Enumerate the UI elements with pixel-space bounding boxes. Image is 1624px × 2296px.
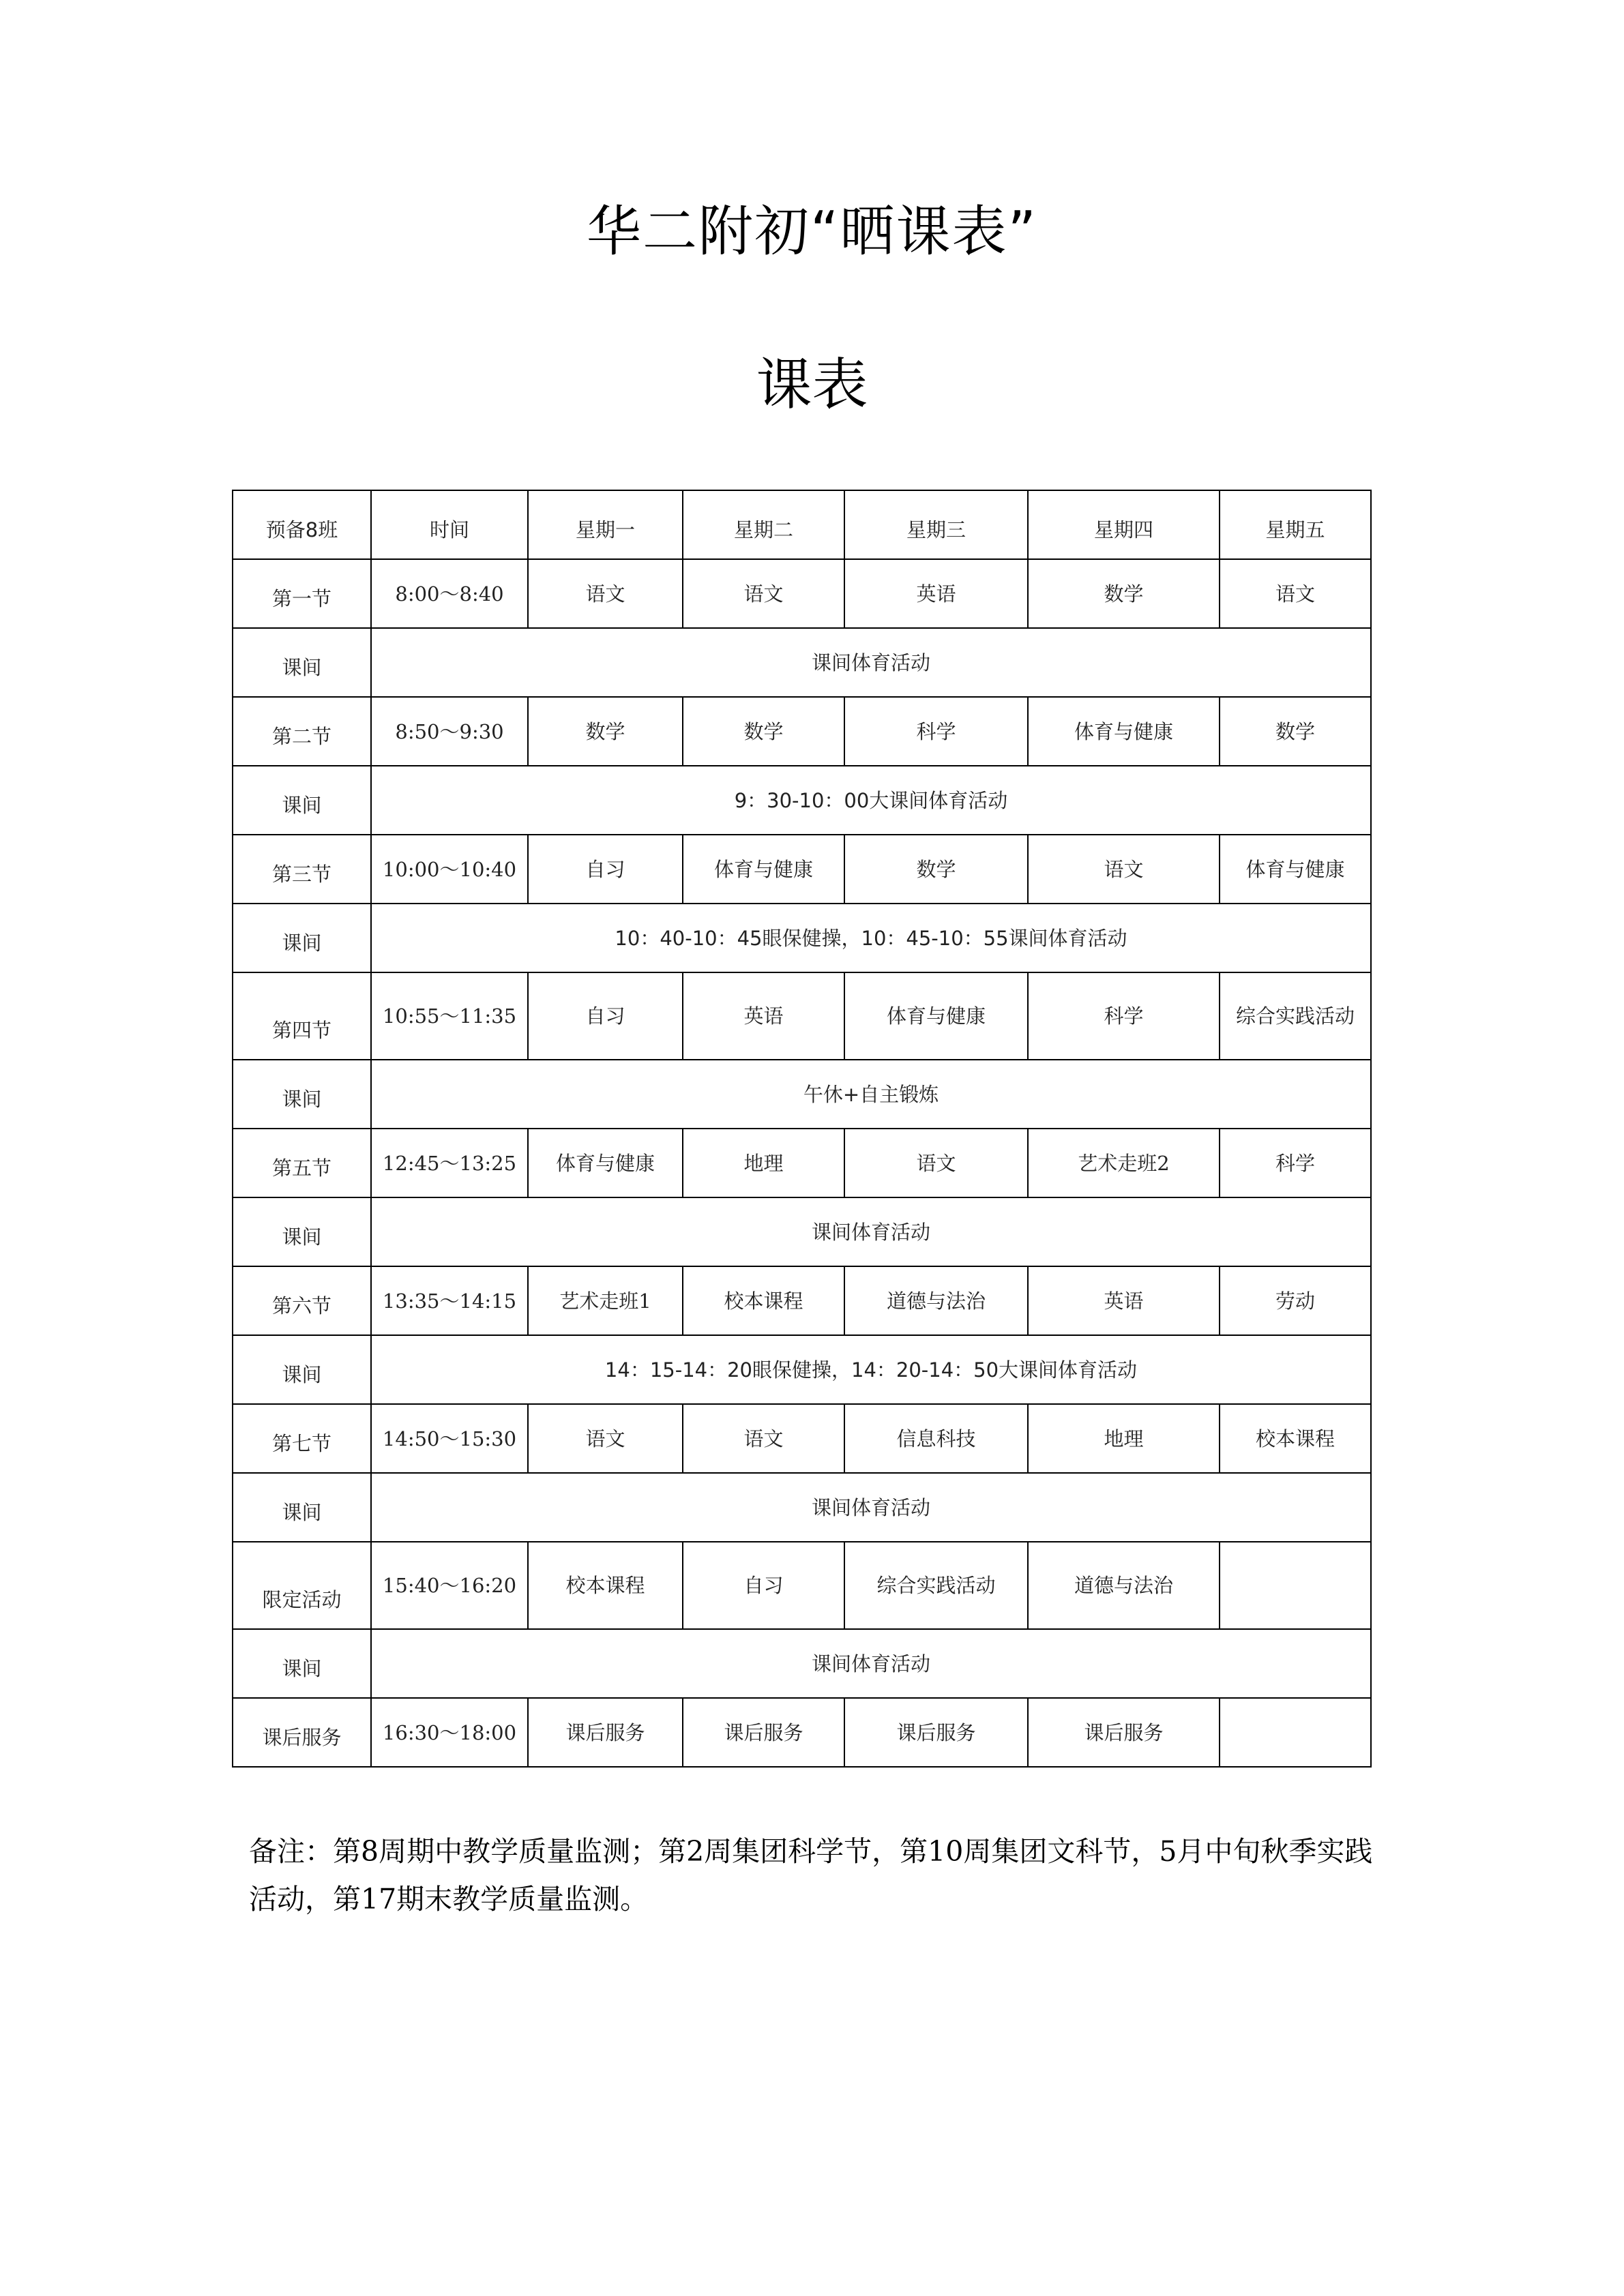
subject-cell: 道德与法治	[844, 1266, 1028, 1335]
break-activity: 课间体育活动	[371, 628, 1371, 697]
header-day-thu: 星期四	[1028, 490, 1220, 559]
break-row	[233, 1629, 1371, 1698]
subject-cell: 体育与健康	[1220, 835, 1371, 904]
subject-cell: 语文	[1220, 559, 1371, 628]
break-row	[233, 904, 1371, 972]
page-subtitle: 课表	[756, 353, 868, 417]
break-row	[233, 1473, 1371, 1542]
subject-cell: 语文	[683, 559, 844, 628]
break-activity: 课间体育活动	[371, 1629, 1371, 1698]
row-label: 第三节	[233, 835, 371, 904]
row-label: 课间	[233, 1060, 371, 1129]
subject-cell: 体育与健康	[683, 835, 844, 904]
period-time: 8:50～9:30	[371, 697, 528, 766]
subject-cell: 语文	[528, 559, 683, 628]
period-row	[233, 835, 1371, 904]
break-activity: 课间体育活动	[371, 1197, 1371, 1266]
break-row	[233, 1197, 1371, 1266]
period-time: 8:00～8:40	[371, 559, 528, 628]
subject-cell: 数学	[683, 697, 844, 766]
row-label: 课间	[233, 766, 371, 835]
subject-cell: 自习	[528, 835, 683, 904]
subject-cell: 体育与健康	[844, 972, 1028, 1060]
period-row	[233, 559, 1371, 628]
period-time: 16:30～18:00	[371, 1698, 528, 1767]
row-label: 课间	[233, 1197, 371, 1266]
subject-cell: 数学	[1028, 559, 1220, 628]
header-day-tue: 星期二	[683, 490, 844, 559]
subject-cell: 英语	[1028, 1266, 1220, 1335]
subject-cell: 信息科技	[844, 1404, 1028, 1473]
subject-cell: 校本课程	[528, 1542, 683, 1629]
header-class-name: 预备8班	[233, 490, 371, 559]
subject-cell: 艺术走班1	[528, 1266, 683, 1335]
row-label: 第四节	[233, 972, 371, 1060]
subject-cell: 数学	[844, 835, 1028, 904]
break-row	[233, 1335, 1371, 1404]
break-activity: 课间体育活动	[371, 1473, 1371, 1542]
period-row	[233, 1404, 1371, 1473]
subject-cell: 英语	[844, 559, 1028, 628]
period-row	[233, 1698, 1371, 1767]
subject-cell: 数学	[1220, 697, 1371, 766]
row-label: 课后服务	[233, 1698, 371, 1767]
period-time: 14:50～15:30	[371, 1404, 528, 1473]
break-activity: 14：15-14：20眼保健操，14：20-14：50大课间体育活动	[371, 1335, 1371, 1404]
subject-cell: 校本课程	[1220, 1404, 1371, 1473]
subject-cell: 自习	[683, 1542, 844, 1629]
period-row	[233, 1542, 1371, 1629]
row-label: 限定活动	[233, 1542, 371, 1629]
period-time: 10:00～10:40	[371, 835, 528, 904]
row-label: 课间	[233, 628, 371, 697]
row-label: 课间	[233, 1629, 371, 1698]
period-time: 15:40～16:20	[371, 1542, 528, 1629]
break-activity: 午休+自主锻炼	[371, 1060, 1371, 1129]
break-row	[233, 766, 1371, 835]
subject-cell: 体育与健康	[528, 1129, 683, 1197]
header-day-wed: 星期三	[844, 490, 1028, 559]
break-row	[233, 628, 1371, 697]
row-label: 课间	[233, 1473, 371, 1542]
row-label: 课间	[233, 904, 371, 972]
period-time: 13:35～14:15	[371, 1266, 528, 1335]
period-row	[233, 1129, 1371, 1197]
subject-cell: 语文	[844, 1129, 1028, 1197]
subject-cell: 体育与健康	[1028, 697, 1220, 766]
row-label: 课间	[233, 1335, 371, 1404]
period-time: 10:55～11:35	[371, 972, 528, 1060]
row-label: 第一节	[233, 559, 371, 628]
footnote: 备注：第8周期中教学质量监测；第2周集团科学节，第10周集团文科节，5月中旬秋季实践活动，第17期末教学质量监测。	[249, 1835, 1373, 1915]
header-row	[233, 490, 1371, 559]
period-row	[233, 697, 1371, 766]
subject-cell: 课后服务	[844, 1698, 1028, 1767]
subject-cell: 课后服务	[683, 1698, 844, 1767]
break-activity: 10：40-10：45眼保健操，10：45-10：55课间体育活动	[371, 904, 1371, 972]
subject-cell: 艺术走班2	[1028, 1129, 1220, 1197]
subject-cell: 道德与法治	[1028, 1542, 1220, 1629]
subject-cell	[1220, 1698, 1371, 1767]
period-row	[233, 1266, 1371, 1335]
subject-cell: 劳动	[1220, 1266, 1371, 1335]
period-row	[233, 972, 1371, 1060]
subject-cell: 科学	[1028, 972, 1220, 1060]
row-label: 第二节	[233, 697, 371, 766]
subject-cell: 课后服务	[1028, 1698, 1220, 1767]
page-title: 华二附初“晒课表”	[587, 200, 1037, 263]
header-day-mon: 星期一	[528, 490, 683, 559]
subject-cell: 语文	[1028, 835, 1220, 904]
schedule-body	[233, 490, 1371, 1767]
header-day-fri: 星期五	[1220, 490, 1371, 559]
subject-cell	[1220, 1542, 1371, 1629]
subject-cell: 语文	[528, 1404, 683, 1473]
period-time: 12:45～13:25	[371, 1129, 528, 1197]
subject-cell: 科学	[844, 697, 1028, 766]
subject-cell: 地理	[1028, 1404, 1220, 1473]
schedule-table	[232, 490, 1372, 1768]
subject-cell: 语文	[683, 1404, 844, 1473]
subject-cell: 自习	[528, 972, 683, 1060]
break-row	[233, 1060, 1371, 1129]
row-label: 第七节	[233, 1404, 371, 1473]
subject-cell: 综合实践活动	[1220, 972, 1371, 1060]
subject-cell: 地理	[683, 1129, 844, 1197]
subject-cell: 科学	[1220, 1129, 1371, 1197]
subject-cell: 课后服务	[528, 1698, 683, 1767]
subject-cell: 校本课程	[683, 1266, 844, 1335]
subject-cell: 综合实践活动	[844, 1542, 1028, 1629]
subject-cell: 数学	[528, 697, 683, 766]
break-activity: 9：30-10：00大课间体育活动	[371, 766, 1371, 835]
row-label: 第五节	[233, 1129, 371, 1197]
subject-cell: 英语	[683, 972, 844, 1060]
header-time: 时间	[371, 490, 528, 559]
row-label: 第六节	[233, 1266, 371, 1335]
